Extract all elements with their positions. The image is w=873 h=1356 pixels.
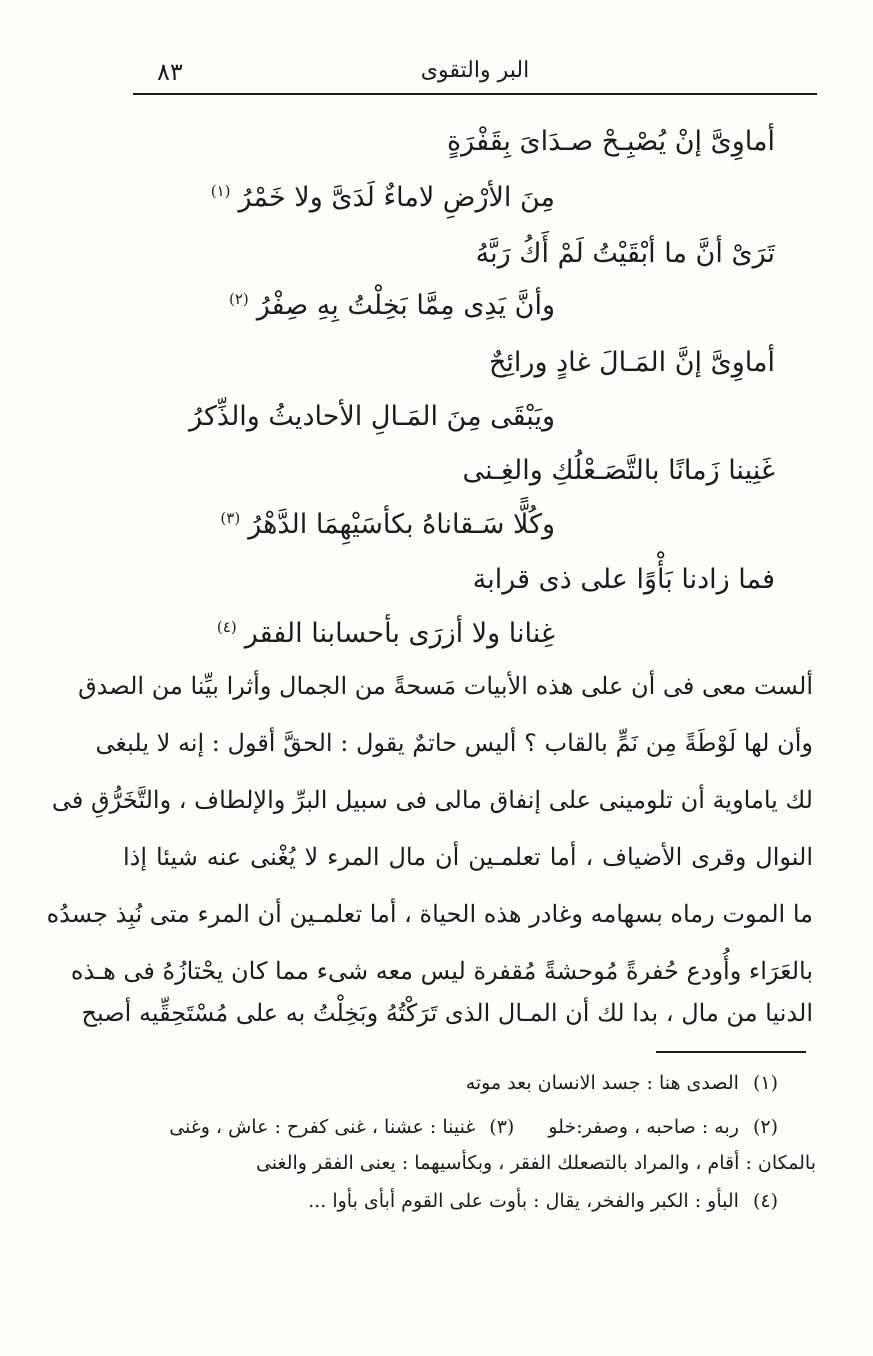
paragraph-line: الدنيا من مال ، بدا لك أن المـال الذى تَرَكْتُهُ وبَخِلْتُ به على مُسْتَحِقِّيه أصبح (81, 999, 813, 1027)
poem-line: غِنانا ولا أزرَى بأحسابنا الفقر$^{(٤)}$ (216, 618, 555, 649)
poem-line: أماوِىَّ إنَّ المَـالَ غادٍ ورائِحٌ (488, 347, 775, 378)
poem-line: أماوِىَّ إنْ يُصْبِـحْ صـدَاىَ بِقَفْرَةٍ (447, 126, 775, 157)
footnote-rule (656, 1051, 806, 1053)
footnote-marker: (٤) (216, 618, 237, 636)
footnote-marker: (١) (210, 182, 231, 200)
paragraph-line: ما الموت رماه بسهامه وغادر هذه الحياة ، أما تعلمـين أن المرء متى نُبِذ جسدُه (46, 900, 813, 928)
footnote: (٢)ربه : صاحبه ، وصفر:خلو(٣)غنينا : عشنا ، غنى كفرح : عاش ، وغنى (169, 1116, 778, 1138)
poem-line: غَنِينا زَمانًا بالتَّصَـعْلُكِ والغِـنى (462, 455, 775, 486)
poem-line: وكُلًّا سَـقاناهُ بكأسَيْهِمَا الدَّهْرُ$^{(٣)}$ (220, 509, 555, 540)
poem-line: وأنَّ يَدِى مِمَّا بَخِلْتُ بِهِ صِفْرُ$^{(٢)}$ (228, 290, 555, 321)
poem-line: تَرَىْ أنَّ ما أبْقَيْتُ لَمْ أَكُ رَبَّهُ (475, 238, 775, 269)
footnote-marker: (٢) (228, 290, 249, 308)
paragraph-line: لك ياماوية أن تلومينى على إنفاق مالى فى سبيل البرِّ والإلطاف ، والتَّخَرُّقِ فى (51, 786, 813, 814)
header-rule (133, 93, 817, 95)
footnote: (١)الصدى هنا : جسد الانسان بعد موته (465, 1072, 778, 1094)
paragraph-line: النوال وقرى الأضياف ، أما تعلمـين أن مال المرء لا يُغْنى عنه شيئا إذا (123, 843, 813, 871)
paragraph-line: بالعَرَاء وأُودع حُفرةً مُوحشةً مُقفرة ليس معه شىء مما كان يحْتازُهُ فى هـذه (70, 957, 813, 985)
running-title: البر والتقوى (420, 58, 530, 83)
footnote-marker: (٣) (220, 509, 241, 527)
paragraph-line: وأن لها لَوْطَةً مِن نَمٍّ بالقاب ؟ أليس حاتمٌ يقول : الحقَّ أقول : إنه لا يلبغى (95, 729, 813, 757)
footnote: (٤)البأو : الكبر والفخر، يقال : بأوت على القوم أبأى بأوا ... (308, 1190, 778, 1212)
poem-line: مِنَ الأرْضِ لاماءٌ لَدَىَّ ولا خَمْرُ$^{(١)}$ (210, 182, 555, 213)
poem-line: فما زادنا بَأْوًا على ذى قرابة (472, 564, 775, 595)
paragraph-line: ألست معى فى أن على هذه الأبيات مَسحةً من الجمال وأثرا بيِّنا من الصدق (78, 672, 813, 700)
page-header (133, 52, 817, 92)
footnote-continuation: بالمكان : أقام ، والمراد بالتصعلك الفقر ، وبكأسيهما : يعنى الفقر والغنى (255, 1152, 816, 1174)
page-number: ٨٣ (157, 58, 183, 86)
poem-line: ويَبْقَى مِنَ المَـالِ الأحاديثُ والذِّكرُ (189, 401, 555, 432)
